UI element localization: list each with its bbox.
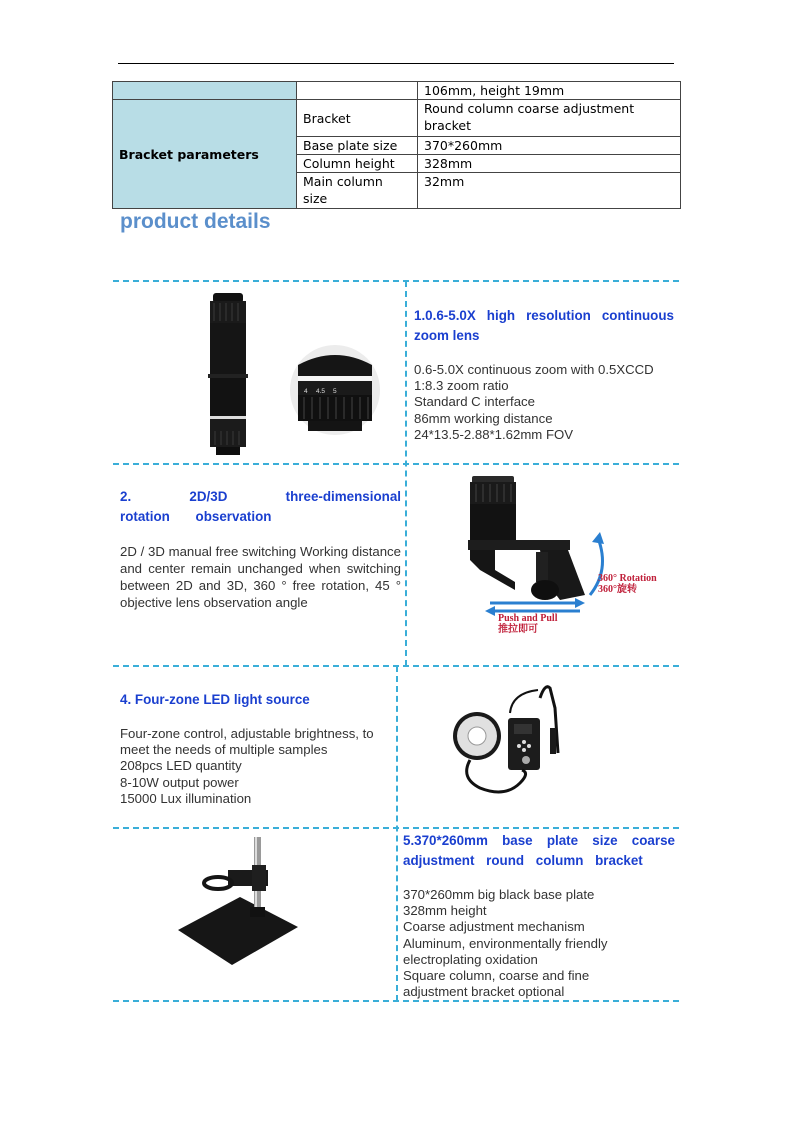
column-divider — [405, 281, 407, 666]
table-cell-value: 370*260mm — [418, 137, 681, 155]
feature-title: 2. 2D/3D three-dimensional rotation observation — [120, 489, 401, 524]
table-cell-value: Round column coarse adjustment bracket — [418, 100, 681, 137]
feature-line: 8-10W output power — [120, 774, 239, 790]
table-cell-value: 32mm — [418, 173, 681, 209]
table-cell-category — [113, 82, 297, 100]
feature-line: 0.6-5.0X continuous zoom with 0.5XCCD — [414, 362, 654, 377]
table-cell-key: Bracket — [297, 100, 418, 137]
feature-line: 86mm working distance — [414, 410, 553, 426]
table-cell-value: 106mm, height 19mm — [418, 82, 681, 100]
table-cell-category: Bracket parameters — [113, 100, 297, 209]
feature-line: Coarse adjustment mechanism — [403, 919, 585, 935]
feature-line: Standard C interface — [414, 394, 535, 410]
feature-title: 1.0.6-5.0X high resolution continuous zoom lens — [414, 308, 674, 343]
lens-scale-label: 4.5 — [316, 388, 326, 395]
push-pull-label-cn: 推拉即可 — [498, 624, 538, 635]
feature-line: 1:8.3 zoom ratio — [414, 378, 509, 394]
divider — [113, 463, 679, 465]
table-cell-key: Base plate size — [297, 137, 418, 155]
feature-line: 24*13.5-2.88*1.62mm FOV — [414, 426, 574, 442]
table-row — [113, 100, 681, 137]
feature-led — [120, 690, 392, 807]
feature-line: Four-zone control, adjustable brightness, to meet the needs of multiple samples — [120, 726, 374, 758]
led-ring-light-photo — [450, 678, 570, 803]
lens-scale-label: 5 — [333, 388, 337, 395]
zoom-lens-photo — [180, 285, 390, 460]
feature-stand — [403, 831, 675, 1000]
push-pull-label: Push and Pull — [498, 613, 558, 624]
feature-line: Aluminum, environmentally friendly electroplating oxidation — [403, 935, 608, 967]
lens-scale-label: 4 — [304, 388, 308, 395]
feature-title: 5.370*260mm base plate size coarse adjustment round column bracket — [403, 833, 675, 868]
table-cell-key: Column height — [297, 155, 418, 173]
feature-line: 370*260mm big black base plate — [403, 887, 595, 902]
header-rule — [118, 63, 674, 64]
feature-body: 2D / 3D manual free switching Working distance and center remain unchanged when switching between 2D and 3D, 360 ° free rotation, 45 ° objective lens observation angle — [120, 544, 401, 610]
stand-bracket-photo — [170, 835, 310, 985]
feature-line: 208pcs LED quantity — [120, 758, 242, 774]
section-title: product details — [120, 210, 271, 233]
rotation-label-cn: 360°旋转 — [598, 584, 637, 595]
feature-lens — [414, 306, 674, 443]
rotation-adapter-photo — [440, 470, 670, 650]
feature-title: 4. Four-zone LED light source — [120, 692, 310, 707]
feature-line: 15000 Lux illumination — [120, 790, 252, 806]
table-row — [113, 82, 681, 100]
table-cell-value: 328mm — [418, 155, 681, 173]
feature-rotation — [120, 487, 401, 611]
feature-line: Square column, coarse and fine adjustment bracket optional — [403, 968, 590, 1000]
feature-line: 328mm height — [403, 903, 487, 919]
bracket-parameters-table — [112, 81, 681, 209]
divider — [113, 280, 679, 282]
table-cell-key: Main column size — [297, 173, 418, 209]
rotation-label: 360° Rotation — [598, 573, 657, 584]
column-divider — [396, 666, 398, 1001]
table-cell-key — [297, 82, 418, 100]
